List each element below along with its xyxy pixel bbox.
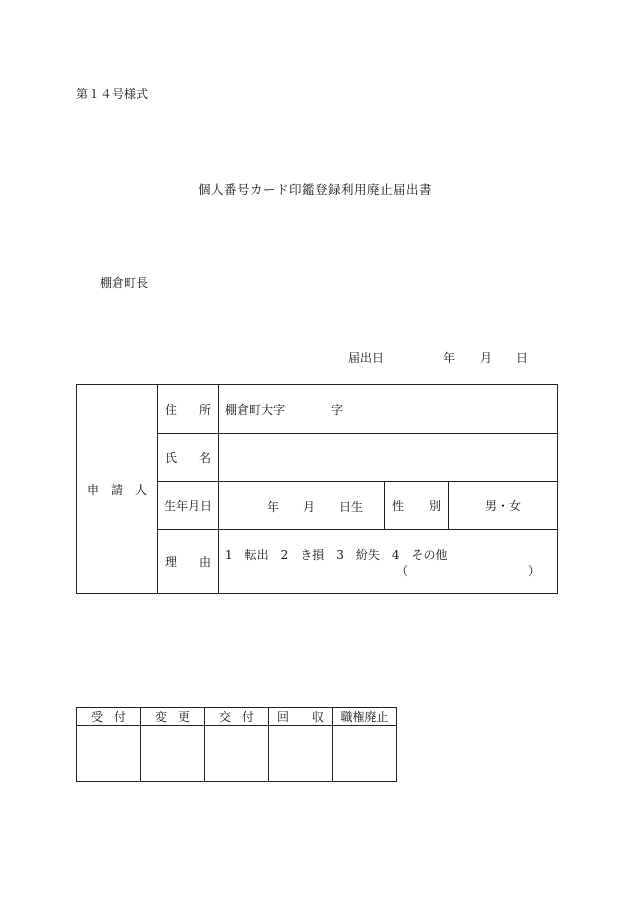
stamp-cell-issued[interactable] — [205, 726, 269, 782]
reason-paren-open: （ — [396, 564, 409, 578]
addressee: 棚倉町長 — [100, 276, 149, 290]
form-number: 第１４号様式 — [76, 87, 149, 101]
name-field[interactable] — [219, 434, 558, 482]
address-field[interactable] — [219, 385, 558, 434]
reason-options: 1 転出 2 き損 3 紛失 4 その他 — [225, 548, 448, 562]
date-month-label: 月 — [480, 351, 493, 365]
header-issued: 交 付 — [205, 708, 269, 726]
date-year-label: 年 — [443, 351, 456, 365]
office-use-table — [76, 707, 397, 782]
birth-year-label: 年 — [267, 500, 280, 514]
address-aza: 字 — [331, 402, 344, 417]
applicant-group-label: 申 請 人 — [77, 385, 158, 594]
applicant-table — [76, 384, 558, 594]
header-received: 受 付 — [77, 708, 141, 726]
reason-field[interactable] — [219, 530, 558, 594]
reason-label: 理 由 — [158, 530, 219, 594]
birthdate-field[interactable] — [219, 482, 385, 530]
date-label: 届出日 — [348, 351, 385, 365]
header-collected: 回 収 — [269, 708, 333, 726]
document-title: 個人番号カード印鑑登録利用廃止届出書 — [197, 182, 432, 197]
stamp-cell-received[interactable] — [77, 726, 141, 782]
header-changed: 変 更 — [141, 708, 205, 726]
birthdate-label: 生年月日 — [158, 482, 219, 530]
name-label: 氏 名 — [158, 434, 219, 482]
date-day-label: 日 — [516, 351, 529, 365]
address-town: 棚倉町大字 — [225, 402, 286, 417]
header-ex-officio-abolition: 職権廃止 — [333, 708, 397, 726]
stamp-cell-collected[interactable] — [269, 726, 333, 782]
address-label: 住 所 — [158, 385, 219, 434]
gender-options[interactable]: 男・女 — [449, 482, 558, 530]
stamp-cell-ex-officio-abolition[interactable] — [333, 726, 397, 782]
gender-label: 性 別 — [385, 482, 449, 530]
birth-month-label: 月 — [303, 500, 316, 514]
reason-paren-close: ） — [528, 564, 541, 578]
stamp-cell-changed[interactable] — [141, 726, 205, 782]
birth-day-label: 日生 — [339, 500, 364, 514]
